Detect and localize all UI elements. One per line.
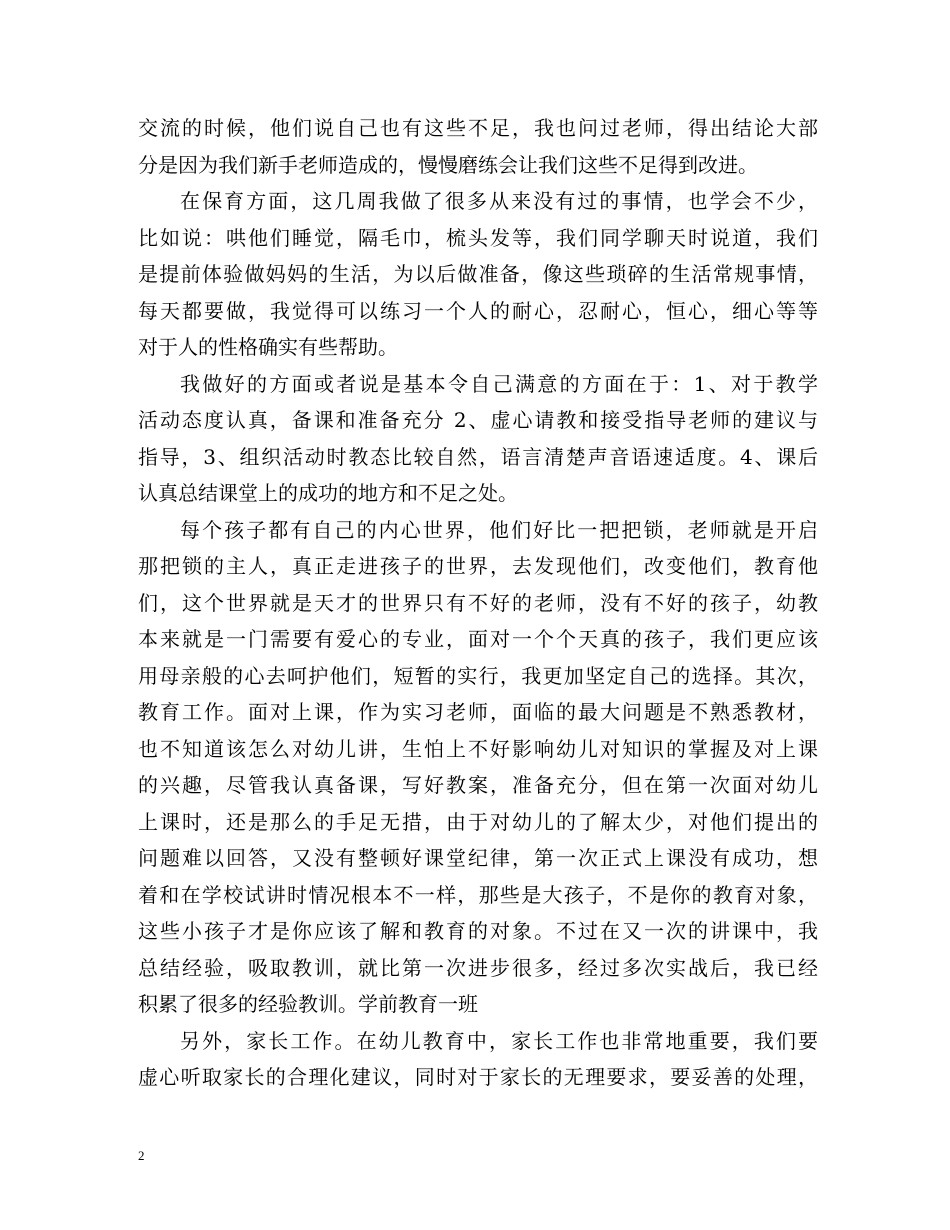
text-line: 问题难以回答，又没有整顿好课堂纪律，第一次正式上课没有成功，想 xyxy=(138,846,818,870)
text-line: 每个孩子都有自己的内心世界，他们好比一把把锁，老师就是开启 xyxy=(180,517,818,542)
text-line: 用母亲般的心去呵护他们，短暂的实行，我更加坚定自己的选择。其次， xyxy=(138,663,818,688)
text-line: 们，这个世界就是天才的世界只有不好的老师，没有不好的孩子，幼教 xyxy=(138,590,818,615)
text-line: 这些小孩子才是你应该了解和教育的对象。不过在又一次的讲课中，我 xyxy=(138,919,818,943)
text-line: 着和在学校试讲时情况根本不一样，那些是大孩子，不是你的教育对象， xyxy=(138,882,818,907)
page-number: 2 xyxy=(138,1148,145,1163)
text-line: 活动态度认真，备课和准备充分 2、虚心请教和接受指导老师的建议与 xyxy=(138,408,818,432)
text-line: 积累了很多的经验教训。学前教育一班 xyxy=(138,992,478,1016)
text-line: 是提前体验做妈妈的生活，为以后做准备，像这些琐碎的生活常规事情， xyxy=(138,262,818,286)
text-line: 我做好的方面或者说是基本令自己满意的方面在于：1、对于教学 xyxy=(180,371,818,396)
text-line: 认真总结课堂上的成功的地方和不足之处。 xyxy=(138,481,518,505)
text-line: 分是因为我们新手老师造成的，慢慢磨练会让我们这些不足得到改进。 xyxy=(138,152,758,177)
text-line: 指导，3、组织活动时教态比较自然，语言清楚声音语速适度。4、课后 xyxy=(138,444,818,469)
text-line: 对于人的性格确实有些帮助。 xyxy=(138,335,398,359)
text-line: 另外，家长工作。在幼儿教育中，家长工作也非常地重要，我们要 xyxy=(180,1028,818,1053)
text-line: 本来就是一门需要有爱心的专业，面对一个个天真的孩子，我们更应该 xyxy=(138,627,818,651)
text-line: 总结经验，吸取教训，就比第一次进步很多，经过多次实战后，我已经 xyxy=(138,955,818,980)
text-line: 的兴趣，尽管我认真备课，写好教案，准备充分，但在第一次面对幼儿 xyxy=(138,773,818,797)
text-line: 虚心听取家长的合理化建议，同时对于家长的无理要求，要妥善的处理， xyxy=(138,1065,818,1089)
document-body xyxy=(138,110,818,1096)
text-line: 教育工作。面对上课，作为实习老师，面临的最大问题是不熟悉教材， xyxy=(138,700,818,724)
text-line: 每天都要做，我觉得可以练习一个人的耐心，忍耐心，恒心，细心等等 xyxy=(138,298,818,323)
text-line: 交流的时候，他们说自己也有这些不足，我也问过老师，得出结论大部 xyxy=(138,116,818,140)
text-line: 在保育方面，这几周我做了很多从来没有过的事情，也学会不少， xyxy=(180,189,818,213)
text-line: 比如说：哄他们睡觉，隔毛巾，梳头发等，我们同学聊天时说道，我们 xyxy=(138,225,818,250)
text-line: 也不知道该怎么对幼儿讲，生怕上不好影响幼儿对知识的掌握及对上课 xyxy=(138,736,818,761)
text-line: 上课时，还是那么的手足无措，由于对幼儿的了解太少，对他们提出的 xyxy=(138,809,818,834)
text-line: 那把锁的主人，真正走进孩子的世界，去发现他们，改变他们，教育他 xyxy=(138,554,818,578)
